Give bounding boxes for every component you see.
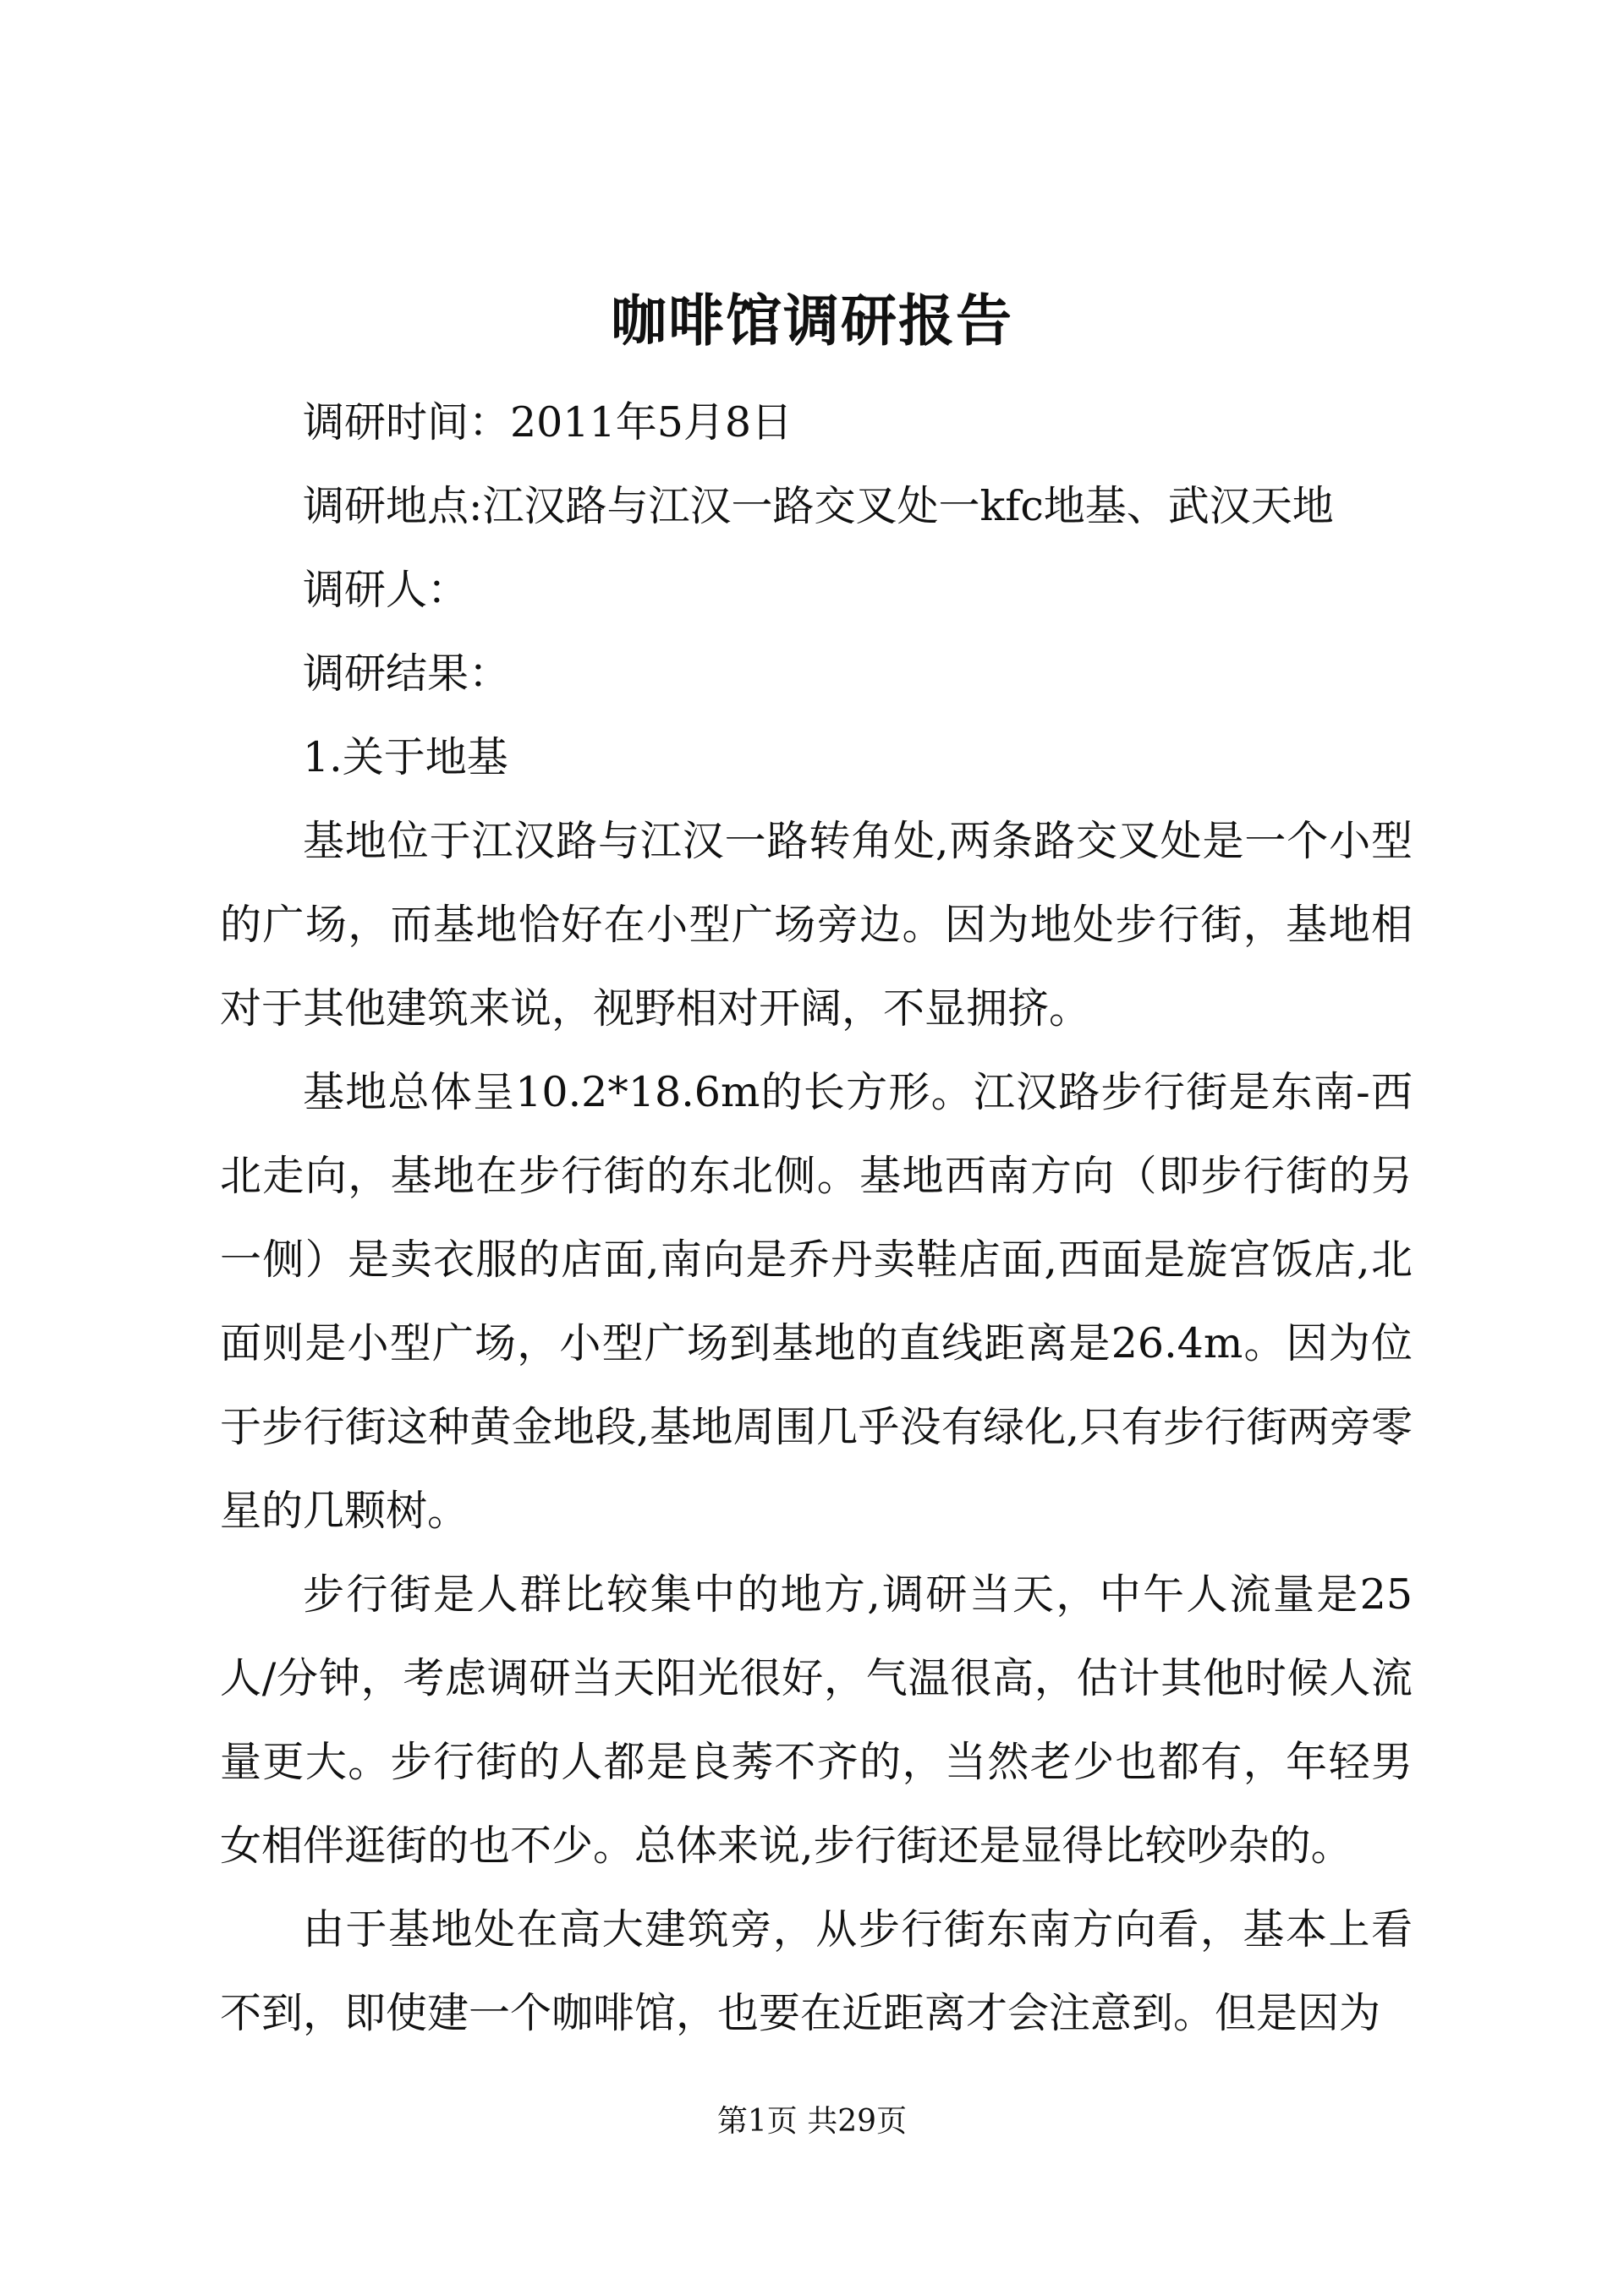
survey-place: 调研地点:江汉路与江汉一路交叉处一kfc地基、武汉天地	[303, 482, 1334, 530]
section-heading: 1.关于地基	[303, 733, 508, 781]
page-footer	[0, 2097, 1624, 2140]
survey-person: 调研人：	[303, 566, 469, 614]
document-title: 咖啡馆调研报告	[611, 288, 1013, 353]
paragraph: 步行街是人群比较集中的地方,调研当天，中午人流量是25人/分钟，考虑调研当天阳光很好，气温很高，估计其他时候人流量更大。步行街的人都是良莠不齐的，当然老少也都有，年轻男女相伴逛街的也不少。总体来说,步行街还是显得比较吵杂的。	[220, 1570, 1413, 1870]
survey-time: 调研时间：2011年5月8日	[303, 398, 793, 447]
paragraph: 由于基地处在高大建筑旁，从步行街东南方向看，基本上看不到，即使建一个咖啡馆，也要在近距离才会注意到。但是因为	[220, 1905, 1413, 2037]
document-body	[220, 381, 1413, 2055]
page-number: 第1页 共29页	[716, 2104, 908, 2139]
paragraph: 基地位于江汉路与江汉一路转角处,两条路交叉处是一个小型的广场，而基地恰好在小型广场旁边。因为地处步行街，基地相对于其他建筑来说，视野相对开阔，不显拥挤。	[220, 817, 1413, 1033]
survey-result: 调研结果：	[303, 649, 511, 698]
paragraph: 基地总体呈10.2*18.6m的长方形。江汉路步行街是东南-西北走向，基地在步行街的东北侧。基地西南方向（即步行街的另一侧）是卖衣服的店面,南向是乔丹卖鞋店面,西面是旋宫饭店,北面则是小型广场，小型广场到基地的直线距离是26.4m。因为位于步行街这种黄金地段,基地周围几乎没有绿化,只有步行街两旁零星的几颗树。	[220, 1068, 1413, 1535]
